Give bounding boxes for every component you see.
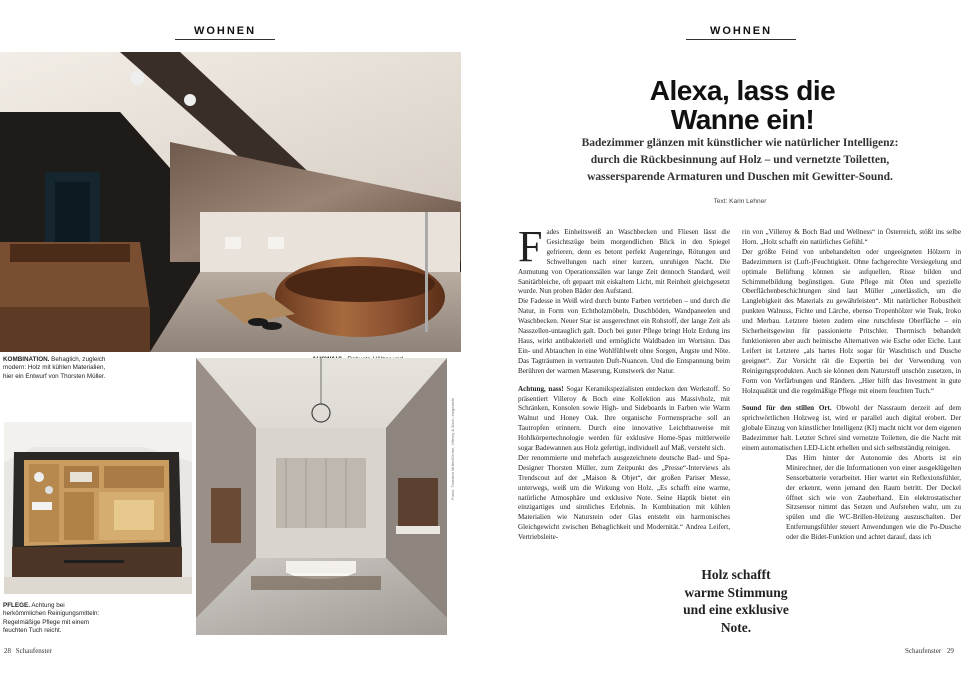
pull-quote-line-4: Note. xyxy=(720,619,752,635)
hero-photo-wooden-bathroom xyxy=(0,52,461,352)
pull-quote-line-2: warme Stimmung xyxy=(684,584,788,600)
left-section-label: WOHNEN xyxy=(193,25,257,37)
right-section-label: WOHNEN xyxy=(709,25,773,37)
subhead-line-1: Badezimmer glänzen mit künstlicher wie natürlicher Intelligenz: xyxy=(581,137,899,149)
col2-subhead-sound: Sound für den stillen Ort. xyxy=(742,404,832,413)
headline-line-1: Alexa, lass die xyxy=(649,75,836,106)
right-footer xyxy=(905,647,954,655)
subhead-line-2: durch die Rückbesinnung auf Holz – und vernetzte Toiletten, xyxy=(590,154,890,166)
marble-bathroom-photo xyxy=(196,358,447,635)
right-magazine-name: Schaufenster xyxy=(905,647,942,655)
col1-paragraph-2: Die Fadesse in Weiß wird durch bunte Farben vertrieben – und durch die Natur, in Form von Echtholzmöbeln, Duschböden, Wandpaneelen und Waschbecken. Neuer Star ist ausgerechnet ein Rohstoff, der lange Zeit als Nasszellen-untauglich galt. Doch bei guter Pflege bringt Holz Erdung ins Haus, wirkt antibakteriell und ermöglicht Waldbaden im Wortsinn. Das Ein- und Abtauchen in eine Wohlfühlwelt ohne Sorgen, Ängste und Nöte. Das Tagträumen in vertrauten Duft-Nuancen. Und die Entspannung beim Berühren der warmen Maserung, Kunstwerk der Natur. xyxy=(518,297,730,375)
pullquote-spacer xyxy=(742,484,786,564)
pull-quote-line-1: Holz schafft xyxy=(701,567,771,582)
caption-pflege-text: Achtung bei herkömmlichen Reinigungsmitteln: Regelmäßige Pflege mit einem feuchten Tuch reicht. xyxy=(3,602,100,635)
pull-quote-line-3: und eine exklusive xyxy=(683,602,789,617)
col1-subhead-achtung: Achtung, nass! xyxy=(518,384,564,393)
caption-kombination-text: Behaglich, zugleich modern: Holz mit kühlen Materialien, hier ein Entwurf von Thorsten Müller. xyxy=(3,356,106,380)
right-page-number: 29 xyxy=(946,647,954,655)
caption-kombination-lead: KOMBINATION. xyxy=(3,356,50,363)
article-subhead xyxy=(540,135,940,186)
left-section-rule xyxy=(175,39,275,40)
caption-kombination xyxy=(3,356,108,381)
col2-paragraph-2: Der größte Feind von unbehandelten oder ungeeigneten Hölzern in Badezimmern ist (Luft-)Feuchtigkeit. Ohne fachgerechte Versiegelung und optimale Belüftung können sie aufquellen, Risse bilden und Schimmelbildung begünstigen. Gute Pflege mit Ölen und spezielle Oberflächenbeschichtungen sind laut Müller „unerlässlich, um die Langlebigkeit des Materials zu gewährleisten“. Mit natürlicher Robustheit punkten Walnuss, Fichte und Lärche, ebenso Tropenhölzer wie Teak, Iroko und Merbau. Letztere bieten zudem eine rutschfeste Oberfläche – ein Sicherheitsgewinn für passionierte Pritschler. Thermisch behandelt funktionieren aber auch heimische Alternativen wie Esche oder Eiche. Laut Leifert ist Letztere „als hartes Holz sogar für Waschtisch und Dusche geeignet“. Zur Vorsicht rät die Expertin bei der Verwendung von Reinigungsprodukten. Auch sie können dem Naturstoff unschön zusetzen, in Form von Verfärbungen und Rändern. „Hier hilft das Investment in gute Holzqualität und die regelmäßige Pflege mit einem feuchten Tuch.“ xyxy=(742,247,961,395)
photo-credit: Fotos: Thorsten Müller/Grohe, Villeroy & Boch, beigestellt xyxy=(450,398,455,500)
col1-paragraph-1: ades Einheitsweiß an Waschbecken und Fliesen lässt die Gesichtszüge beim morgendlichen Blick in den Spiegel gefrieren, denn es betont perfekt Augenringe, Rötungen und Schwellungen nach einer kurzen, unruhigen Nacht. Die Anmutung von Operationssälen war lange Zeit dennoch Standard, weil Sanitärbleiche, oft gepaart mit eiskaltem Licht, mit Reinheit gleichgesetzt wurde. Nun proben Bäder den Aufstand. xyxy=(518,228,730,296)
col2-paragraph-4: Das Hirn hinter der Autonomie des Aborts ist ein Minirechner, der die Informationen von einer ausgeklügelten Sensorbatterie verarbeitet. Hier wartet ein Reflexionsfühler, der erkennt, wenn jemand den Raum betritt. Der Deckel öffnet sich wie von Zauberhand. Ein elektrostatischer Sitzsensor nimmt das Setzen und Aufstehen wahr, um zu spülen und die WC-Brillen-Heizung auszuschalten. Der Entfernungsfühler steuert Anwendungen wie die Po-Dusche oder die Bidet-Funktion und achtet darauf, dass ich xyxy=(786,453,961,542)
article-headline xyxy=(600,76,885,134)
drop-cap: F xyxy=(518,228,543,271)
col1-paragraph-3: Sogar Keramikspezialisten entdecken den Werkstoff. So präsentiert Villeroy & Boch eine Kollektion aus Massivholz, mit Schränken, Konsolen sowie High- und Sideboards in Farben wie Warm Walnut und Honey Oak. Ihre organische Formensprache soll an Tautropfen erinnern. Durch eine innovative Leichtbauweise mit Hohlkörpertechnologie werden für exklusive Home-Spas mittlerweile sogar Badewannen aus Holz gefertigt, individuell auf Maß, versteht sich. xyxy=(518,384,730,453)
left-footer xyxy=(4,647,52,655)
left-page-number: 28 xyxy=(4,647,11,655)
caption-pflege xyxy=(3,602,108,636)
right-section-rule xyxy=(686,39,796,40)
col2-paragraph-1: rin von „Villeroy & Boch Bad und Wellness“ in Österreich, stößt ins selbe Horn. „Holz schafft ein natürliches Gefühl.“ xyxy=(742,228,961,246)
col1-paragraph-4: Der renommierte und mehrfach ausgezeichnete deutsche Bad- und Spa-Designer Thorsten Müller, zum Zeitpunkt des „Presse“-Interviews als Trendscout auf der „Maison & Objet“, der großen Pariser Messe, unterwegs, weiß um die Wirkung von Holz. „Es schafft eine warme, natürliche Atmosphäre und exklusive Note. Seine Haptik bietet ein einzigartiges und sinnliches Erlebnis. In Kombination mit kühlen Materialien wie Naturstein oder Glas entsteht ein harmonisches Gleichgewicht zwischen Behaglichkeit und Modernität.“ Andrea Leifert, Vertriebsleite- xyxy=(518,453,730,542)
pull-quote xyxy=(666,566,806,636)
subhead-line-3: wassersparende Armaturen und Duschen mit Gewitter-Sound. xyxy=(587,171,893,183)
col2-paragraph-3: Obwohl der Nassraum derzeit auf dem sprichwörtlichen Holzweg ist, wird er parallel auch digital erobert. Der globale Einzug von künstlicher Intelligenz (KI) macht nicht vor dem eigenen Badezimmer halt. Letzter Schrei sind vernetzte Toiletten, die die Nacht mit einem automatischen LED-Licht erhellen und sich selbstständig reinigen. xyxy=(742,404,961,453)
left-magazine-name: Schaufenster xyxy=(15,647,52,655)
drawer-photo xyxy=(4,422,192,594)
article-byline: Text: Karin Lehner xyxy=(713,198,767,205)
headline-line-2: Wanne ein! xyxy=(670,104,815,135)
caption-pflege-lead: PFLEGE. xyxy=(3,602,30,609)
